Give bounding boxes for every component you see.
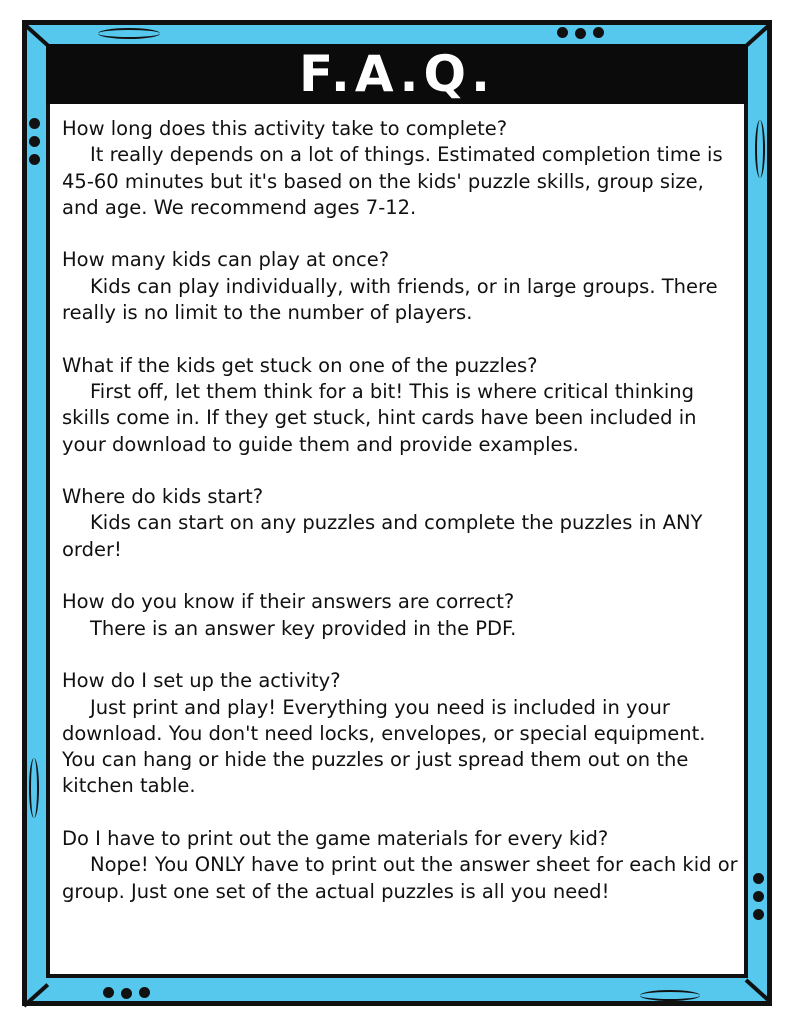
decor-dot [753,909,764,920]
faq-item [62,353,738,458]
decor-dot [103,987,114,998]
decor-dot [753,891,764,902]
faq-item [62,247,738,326]
decor-dot [593,27,604,38]
faq-question: How do you know if their answers are correct? [62,590,515,614]
faq-answer: Kids can play individually, with friends, or in large groups. There really is no limit to the number of players. [62,274,718,325]
faq-answer: There is an answer key provided in the PDF. [90,616,517,640]
decor-squiggle [29,758,39,818]
faq-item [62,668,738,799]
decor-dot [753,873,764,884]
decor-squiggle [755,120,765,178]
decor-dot [29,154,40,165]
decor-dot [557,27,568,38]
faq-answer: First off, let them think for a bit! This is where critical thinking skills come in. If they get stuck, hint cards have been included in your download to guide them and provide examples. [62,379,697,456]
decor-dot [121,988,132,999]
faq-question: Where do kids start? [62,485,264,509]
faq-question: How long does this activity take to complete? [62,117,508,140]
decor-squiggle [98,28,160,39]
faq-answer: Kids can start on any puzzles and complete the puzzles in ANY order! [62,511,703,561]
faq-item [62,826,738,905]
decor-dot [139,987,150,998]
faq-answer: Just print and play! Everything you need is included in your download. You don't need locks, envelopes, or special equipment. You can hang or hide the puzzles or just spread them out on the kitchen table. [62,695,706,798]
faq-question: Do I have to print out the game materials for every kid? [62,827,609,851]
faq-item [62,589,738,642]
faq-list [62,116,738,931]
faq-question: How do I set up the activity? [62,669,341,693]
faq-item [62,116,738,221]
decor-dot [575,28,586,39]
decor-dot [29,136,40,147]
faq-question: What if the kids get stuck on one of the puzzles? [62,353,538,377]
page-title: F.A.Q. [299,45,495,103]
faq-item [62,484,738,563]
decor-dot [29,118,40,129]
faq-question: How many kids can play at once? [62,248,390,272]
title-bar [46,44,748,104]
faq-answer: It really depends on a lot of things. Estimated completion time is 45-60 minutes but it's based on the kids' puzzle skills, group size, and age. We recommend ages 7-12. [62,143,723,219]
faq-answer: Nope! You ONLY have to print out the answer sheet for each kid or group. Just one set of the actual puzzles is all you need! [62,853,738,903]
decor-squiggle [640,990,700,1001]
